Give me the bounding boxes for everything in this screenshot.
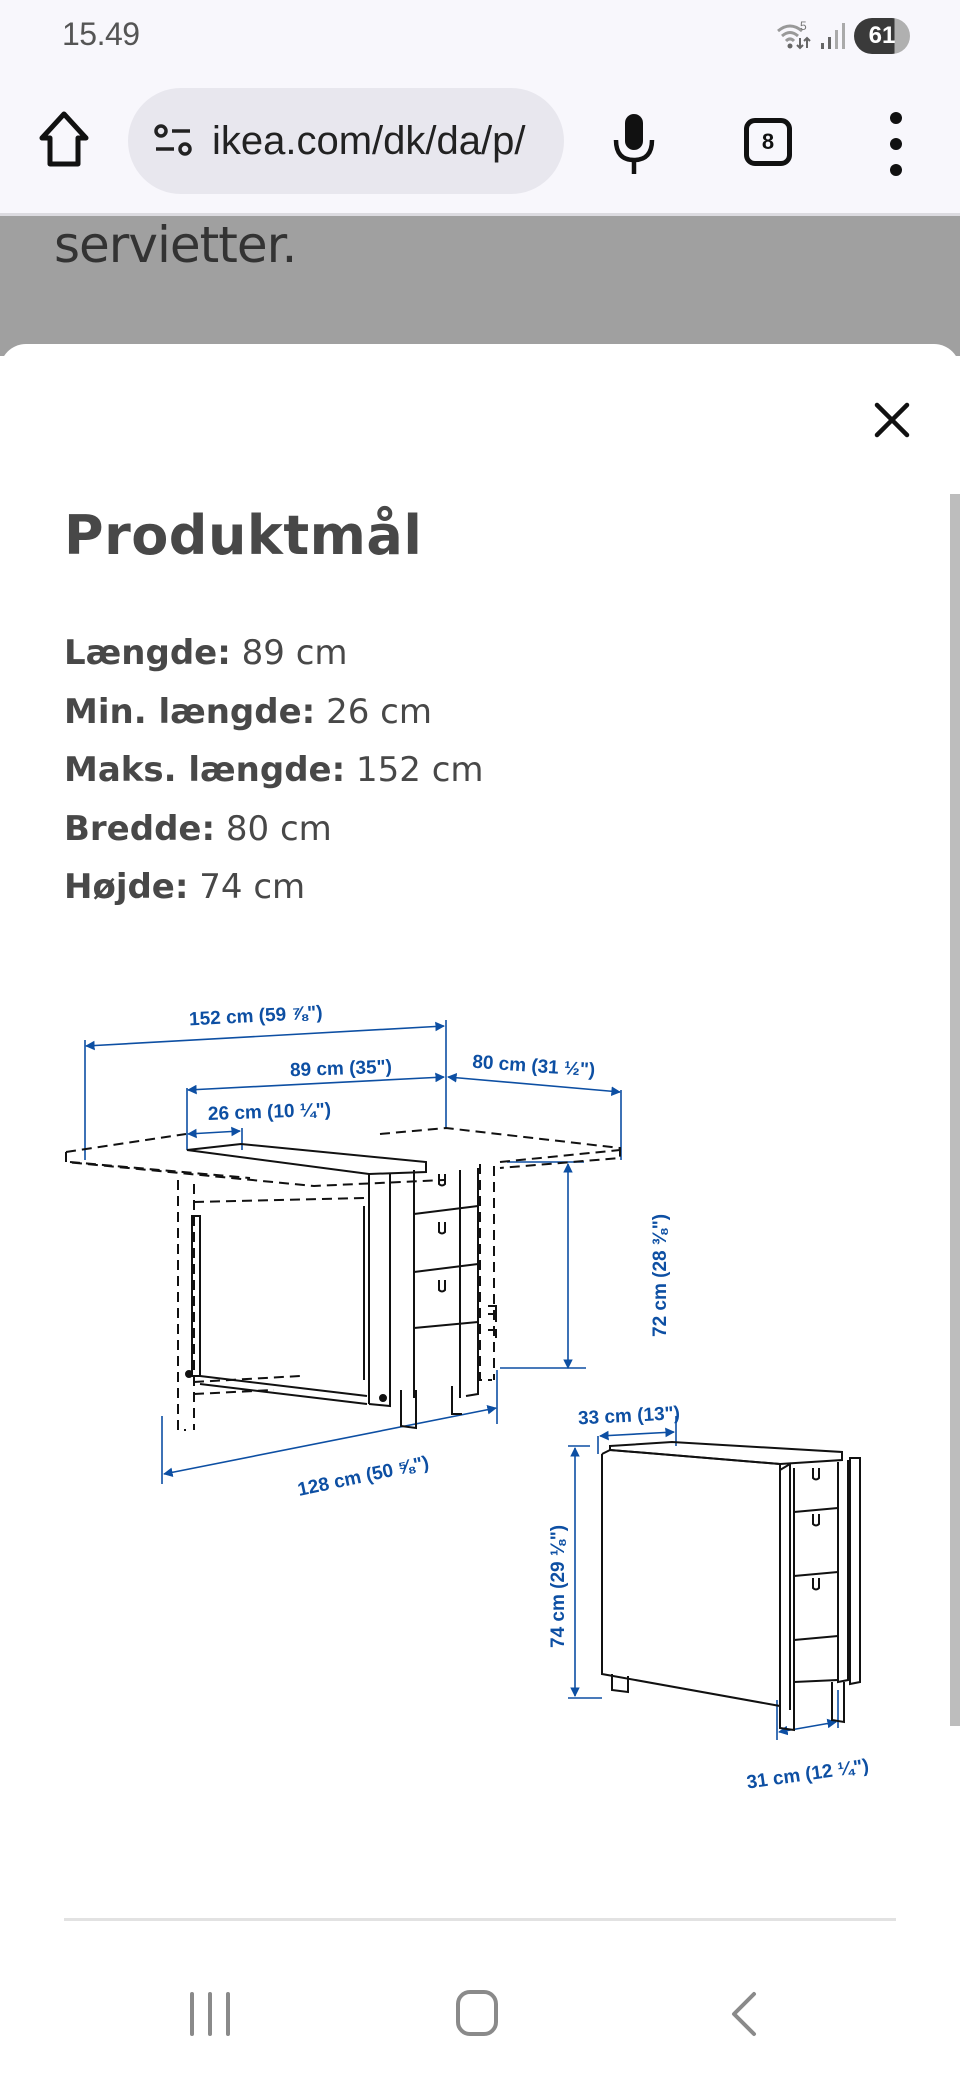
dimension-min-length: Min. længde: 26 cm [64,691,432,732]
signal-icon [820,21,846,51]
more-vert-icon[interactable] [884,112,908,176]
folded-table-drawing [602,1442,860,1730]
dimension-max-length: Maks. længde: 152 cm [64,750,484,790]
system-nav-bar [0,1954,960,2080]
divider [64,1918,896,1921]
dimension-width: Bredde: 80 cm [64,808,332,849]
battery-indicator: 61 [854,18,910,54]
dimension-height: Højde: 74 cm [64,867,306,907]
close-button[interactable] [864,392,920,448]
dimension-diagram [64,984,894,1794]
site-settings-icon[interactable] [152,121,196,161]
dimension-list [64,624,484,917]
product-dimensions-sheet [0,344,960,1954]
svg-text:128 cm (50 ⅝"): 128 cm (50 ⅝") [295,1452,431,1501]
svg-text:5: 5 [800,19,807,33]
nav-home-icon[interactable] [456,1990,498,2036]
scrollbar[interactable] [950,494,960,1726]
svg-text:72 cm (28 ⅜"): 72 cm (28 ⅜") [650,1213,671,1337]
open-table-drawing [66,1128,620,1430]
svg-text:89 cm (35"): 89 cm (35") [289,1056,393,1082]
page-backdrop[interactable] [0,216,960,356]
svg-text:31 cm (12 ¼"): 31 cm (12 ¼") [745,1755,871,1794]
svg-text:80 cm (31 ½"): 80 cm (31 ½") [471,1051,596,1082]
recents-icon[interactable] [190,1992,230,2036]
svg-text:152 cm (59 ⅞"): 152 cm (59 ⅞") [188,1002,324,1031]
close-icon [874,402,910,438]
sheet-title: Produktmål [64,504,423,567]
status-icons [776,18,910,54]
svg-text:33 cm (13"): 33 cm (13") [577,1403,681,1430]
tabs-button[interactable]: 8 [744,118,792,166]
svg-text:26 cm (10 ¼"): 26 cm (10 ¼") [207,1099,332,1125]
status-bar [0,0,960,72]
mic-icon[interactable] [612,112,656,176]
home-icon[interactable] [36,108,92,172]
svg-text:74 cm (29 ⅛"): 74 cm (29 ⅛") [548,1524,569,1648]
url-text[interactable]: ikea.com/dk/da/p/ [212,118,526,163]
back-icon[interactable] [728,1990,760,2038]
wifi-icon [776,20,812,52]
dimension-length: Længde: 89 cm [64,633,348,673]
browser-toolbar [0,72,960,216]
address-bar[interactable] [128,88,564,194]
status-time: 15.49 [62,16,140,52]
backdrop-text: servietter. [54,216,297,274]
